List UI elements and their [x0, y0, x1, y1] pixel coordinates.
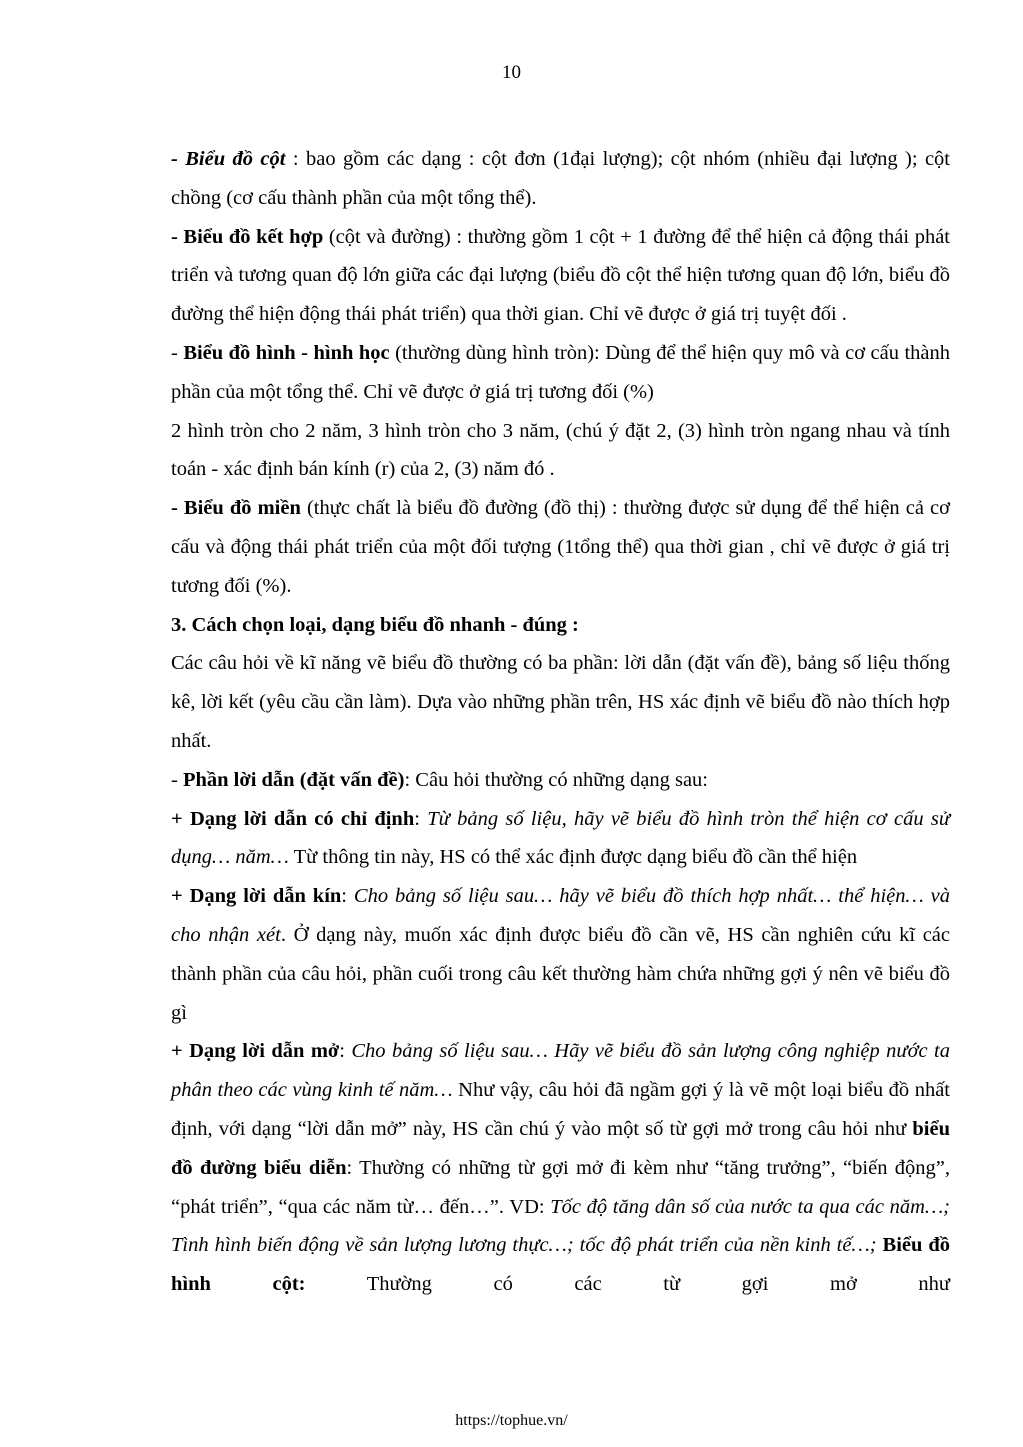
text-run: biểu đồ đường biểu diễn — [171, 1117, 950, 1179]
text-run: Từ bảng số liệu, hãy vẽ biểu đồ hình tròn thể hiện cơ cấu sử dụng… năm… — [171, 807, 950, 869]
paragraph — [171, 877, 950, 1032]
text-run: - — [171, 341, 184, 364]
text-run: - Biểu đồ miền — [171, 497, 301, 520]
text-run: Biểu đồ hình - hình học — [183, 341, 390, 364]
text-run: Từ thông tin này, HS có thể xác định được dạng biểu đồ cần thể hiện — [288, 846, 858, 869]
paragraph — [171, 412, 950, 490]
paragraph — [171, 644, 950, 760]
paragraph — [171, 1032, 950, 1304]
paragraph — [171, 761, 950, 800]
document-body — [171, 140, 950, 1304]
text-run: . Ở dạng này, muốn xác định được biểu đồ cần vẽ, HS cần nghiên cứu kĩ các thành phần của câu hỏi, phần cuối trong câu kết thường hàm chứa những gợi ý nên vẽ biểu đồ gì — [171, 923, 950, 1024]
text-run: Các câu hỏi về kĩ năng vẽ biểu đồ thường có ba phần: lời dẫn (đặt vấn đề), bảng số liệu thống kê, lời kết (yêu cầu cần làm). Dựa vào những phần trên, HS xác định vẽ biểu đồ nào thích hợp nhất. — [171, 652, 950, 752]
text-run: : Thường có những từ gợi mở đi kèm như “tăng trưởng”, “biến động”, “phát triển”, “qua các năm từ… đến…”. VD: — [171, 1156, 950, 1218]
text-run: 2 hình tròn cho 2 năm, 3 hình tròn cho 3 năm, (chú ý đặt 2, (3) hình tròn ngang nhau và tính toán - xác định bán kính (r) của 2, (3) năm đó . — [171, 419, 950, 481]
text-run: + Dạng lời dẫn mở — [171, 1040, 340, 1063]
text-run: 3. Cách chọn loại, dạng biểu đồ nhanh - đúng : — [171, 613, 579, 636]
text-run: Cho bảng số liệu sau… hãy vẽ biểu đồ thích hợp nhất… thể hiện… và cho nhận xét — [171, 885, 950, 946]
text-run: : Câu hỏi thường có những dạng sau: — [404, 768, 709, 791]
text-run: - Biểu đồ kết hợp — [171, 225, 324, 248]
text-run: : — [414, 807, 428, 830]
text-run: Tốc độ tăng dân số của nước ta qua các năm…; Tình hình biến động về sản lượng lương thực…; tốc độ phát triển của nền kinh tế…; — [171, 1195, 950, 1257]
paragraph — [171, 606, 950, 645]
paragraph — [171, 800, 950, 878]
text-run: Như vậy, câu hỏi đã ngầm gợi ý là vẽ một loại biểu đồ nhất định, với dạng “lời dẫn mở” này, HS cần chú ý vào một số từ gợi mở trong câu hỏi như — [171, 1079, 951, 1140]
footer-url: https://tophue.vn/ — [455, 1412, 568, 1429]
paragraph — [171, 334, 950, 412]
text-run: Phần lời dẫn (đặt vấn đề) — [182, 768, 405, 791]
text-run: - Biểu đồ cột — [171, 148, 286, 170]
text-run: Thường có các từ gợi mở như — [305, 1273, 950, 1296]
text-run: + Dạng lời dẫn có chỉ định — [171, 807, 415, 830]
text-run: : — [341, 885, 354, 908]
paragraph — [171, 218, 950, 334]
text-run: + Dạng lời dẫn kín — [171, 885, 342, 908]
text-run: (thực chất là biểu đồ đường (đồ thị) : thường được sử dụng để thể hiện cả cơ cấu và động thái phát triển của một đối tượng (1tổng thể) qua thời gian , chỉ vẽ được ở giá trị tương đối (%). — [171, 497, 950, 597]
text-run: : bao gồm các dạng : cột đơn (1đại lượng); cột nhóm (nhiều đại lượng ); cột chồng (cơ cấu thành phần của một tổng thể). — [171, 148, 950, 209]
text-run: - — [171, 768, 183, 791]
text-run: (cột và đường) : thường gồm 1 cột + 1 đường để thể hiện cả động thái phát triển và tương quan độ lớn giữa các đại lượng (biểu đồ cột thể hiện tương quan độ lớn, biểu đồ đường thể hiện động thái phát triển) qua thời gian. Chỉ vẽ được ở giá trị tuyệt đối . — [171, 225, 950, 326]
text-run: (thường dùng hình tròn): Dùng để thể hiện quy mô và cơ cấu thành phần của một tổng thể. Chỉ vẽ được ở giá trị tương đối (%) — [171, 341, 950, 403]
text-run: : — [339, 1040, 352, 1063]
text-run: Biểu đồ hình cột: — [171, 1234, 951, 1296]
paragraph — [171, 489, 950, 605]
text-run: Cho bảng số liệu sau… Hãy vẽ biểu đồ sản lượng công nghiệp nước ta phân theo các vùng kinh tế năm… — [171, 1040, 950, 1102]
paragraph — [171, 140, 950, 218]
page-number: 10 — [502, 62, 521, 83]
